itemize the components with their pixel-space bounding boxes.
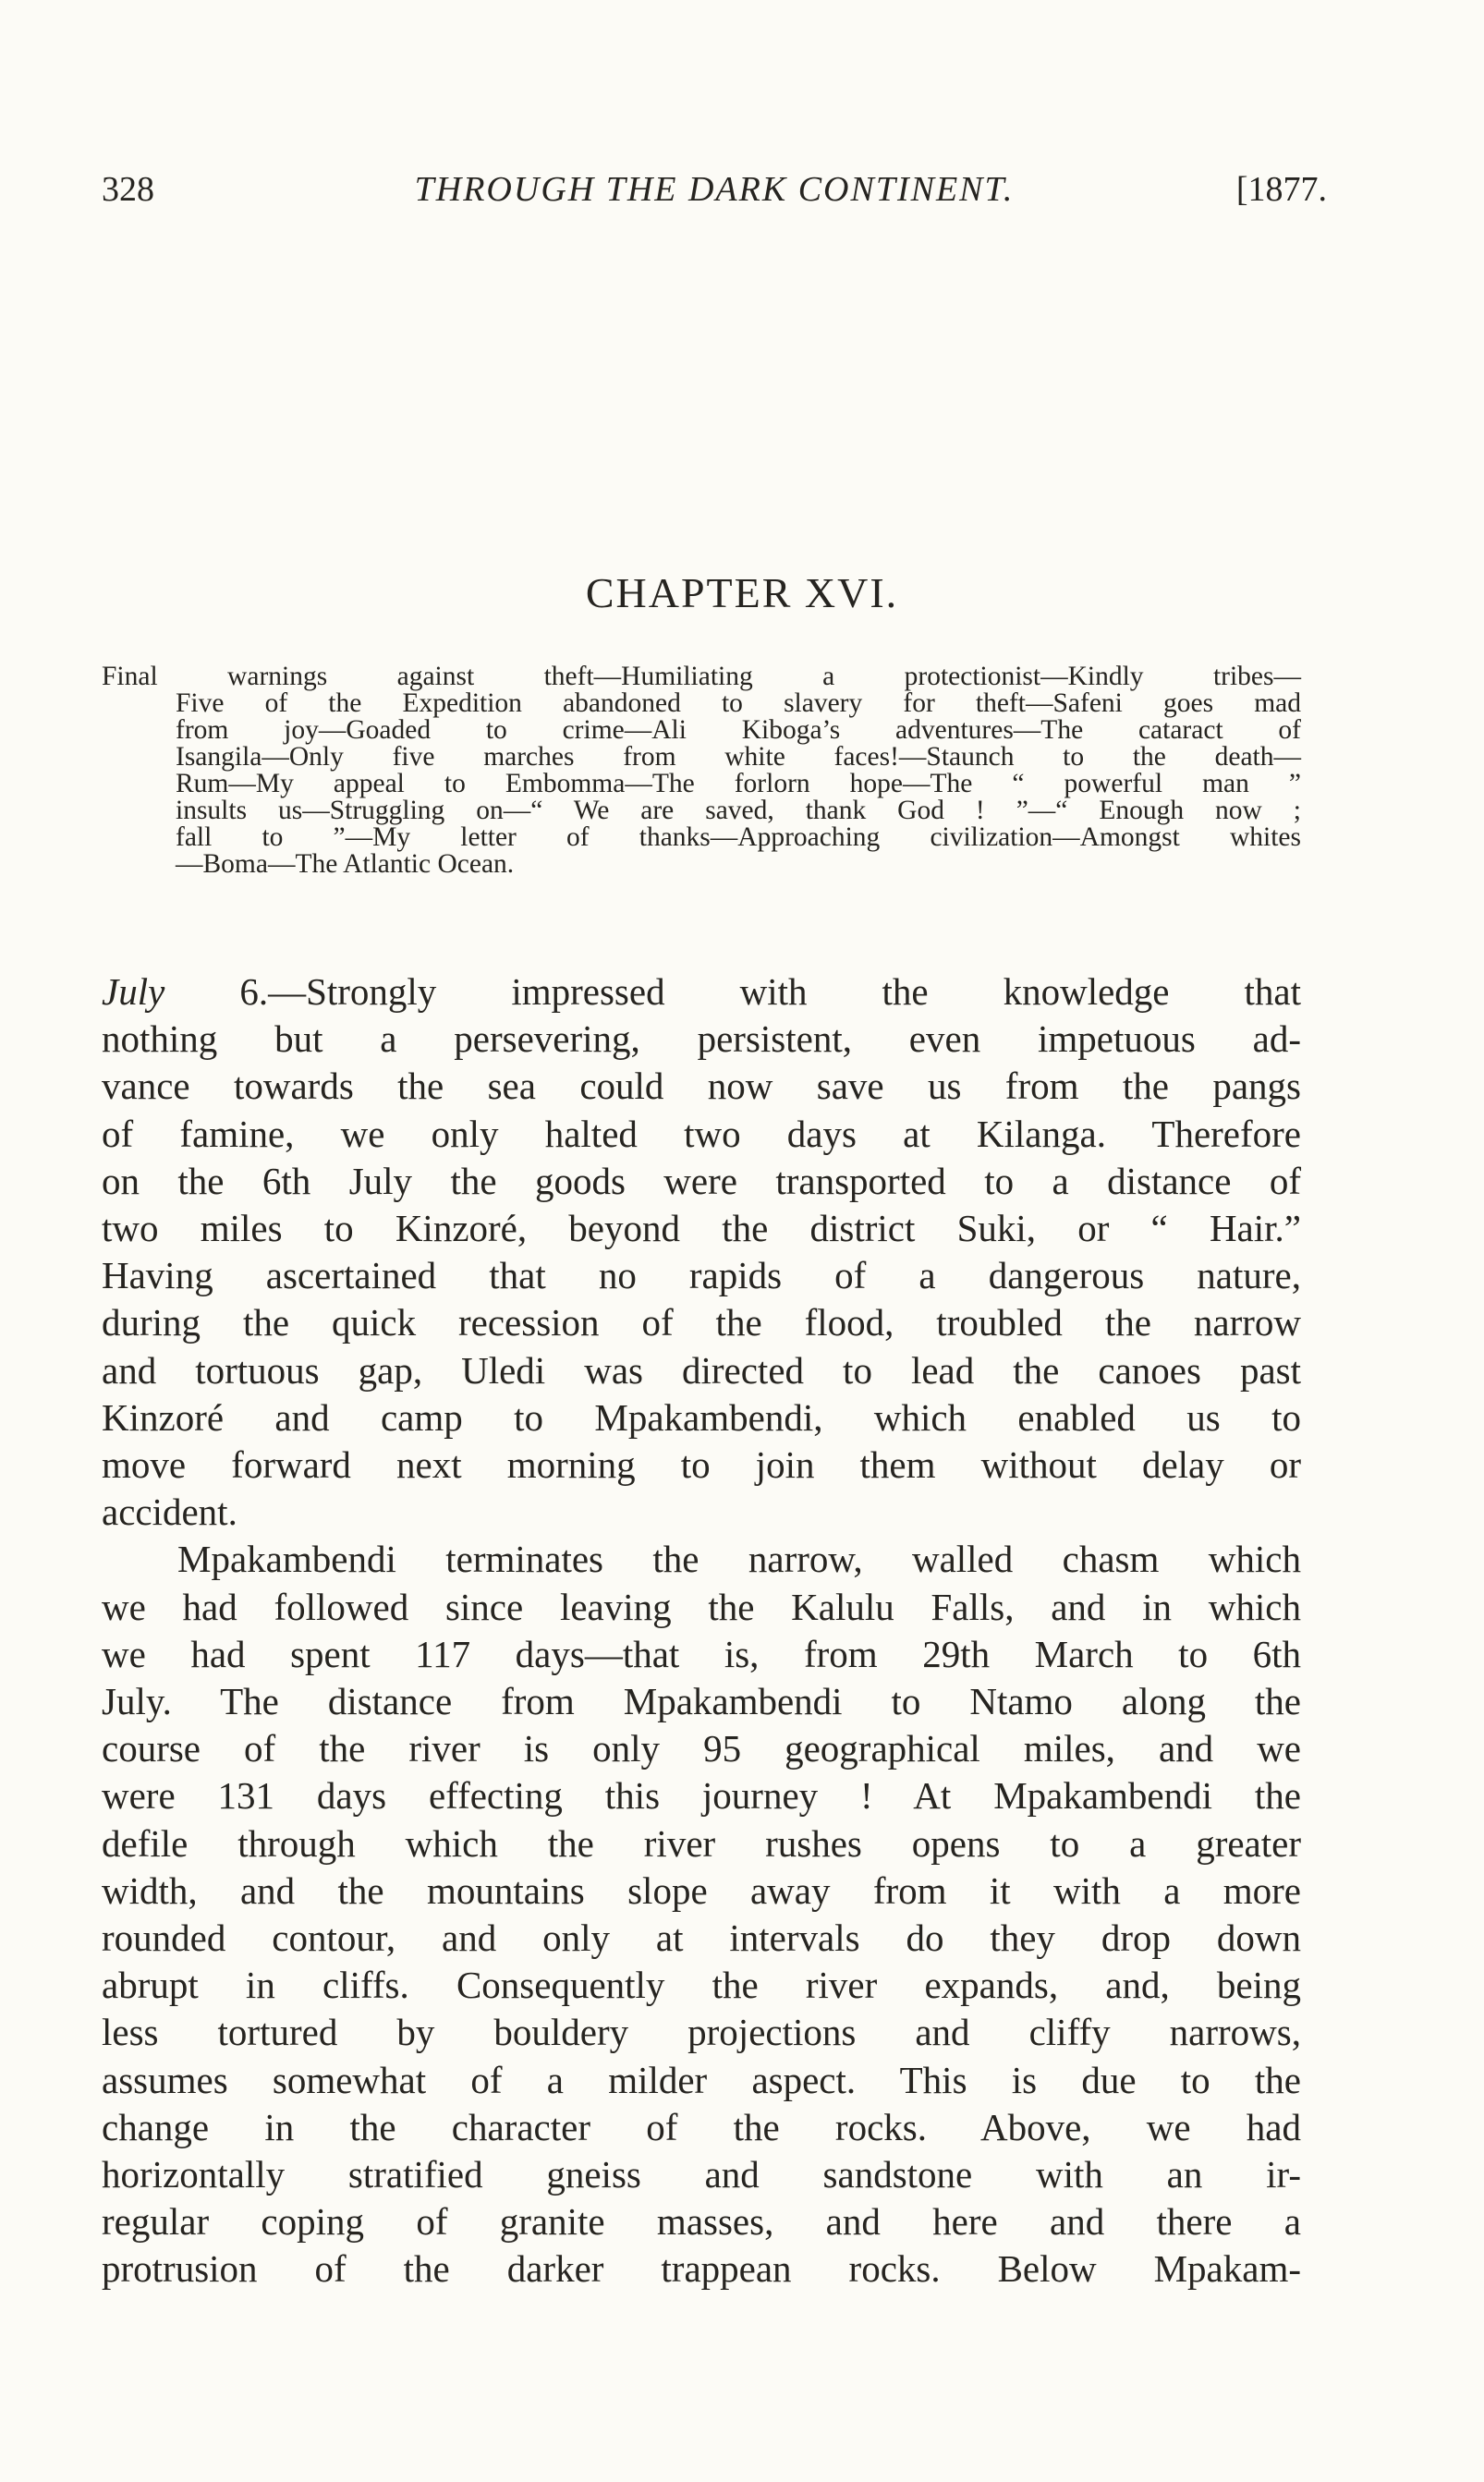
body-line — [102, 968, 1301, 1016]
body-line: protrusion of the darker trappean rocks. Below Mpakam- — [102, 2247, 1301, 2291]
body-line: abrupt in cliffs. Consequently the river expands, and, being — [102, 1964, 1301, 2007]
running-title: THROUGH THE DARK CONTINENT. — [414, 170, 1015, 209]
page-number: 328 — [102, 170, 154, 209]
body-line: assumes somewhat of a milder aspect. This is due to the — [102, 2058, 1301, 2101]
body-text — [102, 968, 1301, 2293]
body-line: were 131 days effecting this journey ! At Mpakambendi the — [102, 1774, 1301, 1818]
body-line: Mpakambendi terminates the narrow, walled chasm which — [177, 1538, 1301, 1581]
synopsis-line: fall to ”—My letter of thanks—Approaching civilization—Amongst whites — [176, 822, 1301, 852]
body-line: on the 6th July the goods were transported to a distance of — [102, 1159, 1301, 1202]
synopsis-line: Rum—My appeal to Embomma—The forlorn hope—The “ powerful man ” — [176, 769, 1301, 798]
body-line: Kinzoré and camp to Mpakambendi, which enabled us to — [102, 1395, 1301, 1439]
body-line: and tortuous gap, Uledi was directed to lead the canoes past — [102, 1348, 1301, 1392]
synopsis-line: insults us—Struggling on—“ We are saved, thank God ! ”—“ Enough now ; — [176, 796, 1301, 825]
running-year: [1877. — [1235, 170, 1327, 209]
chapter-heading: CHAPTER XVI. — [585, 569, 899, 616]
first-line-rest: 6.—Strongly impressed with the knowledge that — [164, 970, 1301, 1013]
body-line: rounded contour, and only at intervals do they drop down — [102, 1916, 1301, 1960]
synopsis-line: Final warnings against theft—Humiliating a protectionist—Kindly tribes— — [102, 662, 1301, 691]
synopsis-line: —Boma—The Atlantic Ocean. — [176, 849, 515, 879]
body-line: move forward next morning to join them without delay or — [102, 1443, 1301, 1487]
body-line: defile through which the river rushes opens to a greater — [102, 1821, 1301, 1865]
body-line: regular coping of granite masses, and here and there a — [102, 2200, 1301, 2244]
body-line: nothing but a persevering, persistent, even impetuous ad- — [102, 1017, 1301, 1061]
body-line: width, and the mountains slope away from it with a more — [102, 1868, 1301, 1912]
body-line: accident. — [102, 1490, 237, 1534]
body-line: of famine, we only halted two days at Kilanga. Therefore — [102, 1112, 1301, 1155]
body-line: course of the river is only 95 geographical miles, and we — [102, 1727, 1301, 1770]
chapter-synopsis — [102, 663, 1301, 878]
body-line: during the quick recession of the flood, troubled the narrow — [102, 1301, 1301, 1344]
date-word: July — [102, 970, 165, 1013]
body-line: change in the character of the rocks. Above, we had — [102, 2105, 1301, 2148]
body-line: Having ascertained that no rapids of a dangerous nature, — [102, 1254, 1301, 1297]
running-head — [102, 166, 1327, 213]
body-line: we had spent 117 days—that is, from 29th March to 6th — [102, 1632, 1301, 1675]
body-line: less tortured by bouldery projections and cliffy narrows, — [102, 2011, 1301, 2054]
body-line: horizontally stratified gneiss and sandstone with an ir- — [102, 2153, 1301, 2196]
synopsis-line: from joy—Goaded to crime—Ali Kiboga’s adventures—The cataract of — [176, 715, 1301, 745]
body-line: vance towards the sea could now save us from the pangs — [102, 1065, 1301, 1108]
body-line: July. The distance from Mpakambendi to Ntamo along the — [102, 1680, 1301, 1723]
synopsis-line: Isangila—Only five marches from white faces!—Staunch to the death— — [176, 742, 1301, 772]
body-line: two miles to Kinzoré, beyond the district Suki, or “ Hair.” — [102, 1207, 1301, 1250]
body-line: we had followed since leaving the Kalulu Falls, and in which — [102, 1585, 1301, 1628]
synopsis-line: Five of the Expedition abandoned to slavery for theft—Safeni goes mad — [176, 688, 1301, 718]
